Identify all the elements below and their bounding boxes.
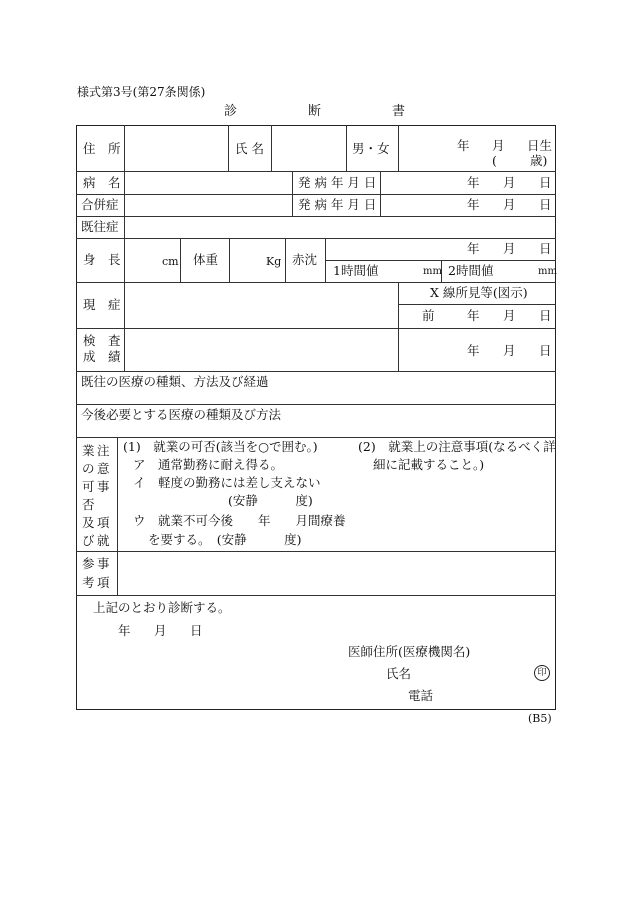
work-side-char: び [82,533,95,548]
footer-month: 月 [154,623,167,638]
work-side-char: 就 [97,533,110,548]
title-char-3: 書 [392,104,406,119]
reference-char: 事 [97,556,110,571]
col-line [117,437,118,595]
footer-year: 年 [118,623,131,638]
xray-month: 月 [503,308,516,323]
disease-onset-label: 発 病 年 月 日 [298,175,377,190]
esr-year: 年 [467,241,480,256]
row-line [76,328,556,329]
doctor-name-label: 氏名 [386,666,412,681]
work-side-char: 及 [82,515,95,530]
address-label: 住 所 [83,141,121,156]
work-side-char: 事 [97,479,110,494]
past-treatment-label: 既往の医療の種類、方法及び経過 [81,374,269,389]
complication-label: 合併症 [81,197,119,212]
col-line [380,171,381,216]
exam-label-line2: 成 績 [83,349,121,364]
exam-day: 日 [539,343,552,358]
paper-size-label: (B5) [528,712,552,725]
height-unit: cm [162,255,179,268]
complication-year: 年 [467,197,480,212]
row-line [398,304,556,305]
col-line [398,125,399,171]
symptoms-label: 現 症 [83,297,121,312]
row-line [76,216,556,217]
work-side-char: 可 [82,479,95,494]
history-label: 既往症 [81,219,119,234]
xray-year: 年 [467,308,480,323]
col-line [271,125,272,171]
complication-day: 日 [539,197,552,212]
title-char-1: 診 [224,104,238,119]
work-side-char: 項 [97,515,110,530]
work-item2-line2: 細に記載すること。) [373,457,485,472]
work-item1-i-rest: (安静 度) [228,493,313,508]
row-line [76,595,556,596]
sex-label: 男・女 [352,141,390,156]
exam-label-line1: 検 査 [83,333,121,348]
future-treatment-label: 今後必要とする医療の種類及び方法 [81,407,282,422]
exam-month: 月 [503,343,516,358]
esr-hour1-label: 1時間値 [333,263,379,278]
esr-month: 月 [503,241,516,256]
row-line [76,371,556,372]
complication-month: 月 [503,197,516,212]
xray-label: X 線所見等(図示) [430,285,528,300]
work-side-char: の [82,461,95,476]
work-item1-i: イ 軽度の勤務には差し支えない [133,475,321,490]
name-label: 氏 名 [235,141,264,156]
esr-day: 日 [539,241,552,256]
row-line [76,194,556,195]
disease-day: 日 [539,175,552,190]
work-item1-title: (1) 就業の可否(該当を○で囲む。) [123,439,318,454]
xray-before-label: 前 [422,308,435,323]
work-item2-line1: (2) 就業上の注意事項(なるべく詳 [358,439,556,454]
title-char-2: 断 [308,104,322,119]
row-line [76,437,556,438]
work-side-char: 注 [97,443,110,458]
work-item1-a: ア 通常勤務に耐え得る。 [133,457,284,472]
col-line [228,125,229,171]
esr-hour2-unit: mm [538,266,557,277]
work-item1-u-cont: を要する。 (安静 度) [148,532,302,547]
disease-label: 病 名 [83,175,121,190]
seal-icon: 印 [534,665,550,681]
row-line [76,238,556,239]
form-number: 様式第3号(第27条関係) [77,85,206,99]
reference-char: 参 [82,556,95,571]
row-line [76,282,556,283]
birth-day-label: 日生 [527,138,553,153]
esr-hour1-unit: mm [423,266,442,277]
height-label: 身 長 [83,252,121,267]
esr-hour2-label: 2時間値 [448,263,494,278]
col-line [124,282,125,371]
row-line [76,551,556,552]
row-line [76,404,556,405]
age-open-paren: ( [492,153,497,168]
weight-unit: Kg [266,255,282,268]
esr-label: 赤沈 [292,252,318,267]
xray-day: 日 [539,308,552,323]
reference-char: 項 [97,575,110,590]
col-line [398,282,399,371]
disease-month: 月 [503,175,516,190]
col-line [180,238,181,282]
reference-char: 考 [82,575,95,590]
weight-label: 体重 [193,252,219,267]
col-line [325,238,326,282]
col-line [285,238,286,282]
exam-year: 年 [467,343,480,358]
row-line [76,171,556,172]
work-side-char: 否 [82,497,95,512]
phone-label: 電話 [408,688,434,703]
complication-onset-label: 発 病 年 月 日 [298,197,377,212]
work-side-char: 業 [82,443,95,458]
col-line [124,125,125,282]
footer-day: 日 [190,623,203,638]
age-label: 歳) [530,153,548,168]
birth-month-label: 月 [492,138,505,153]
col-line [229,238,230,282]
work-side-char: 意 [97,461,110,476]
col-line [292,171,293,216]
work-item1-u: ウ 就業不可今後 年 月間療養 [133,513,346,528]
disease-year: 年 [467,175,480,190]
col-line [346,125,347,171]
birth-year-label: 年 [457,138,470,153]
diagnosis-statement: 上記のとおり診断する。 [93,600,231,615]
doctor-address-label: 医師住所(医療機関名) [348,644,471,659]
